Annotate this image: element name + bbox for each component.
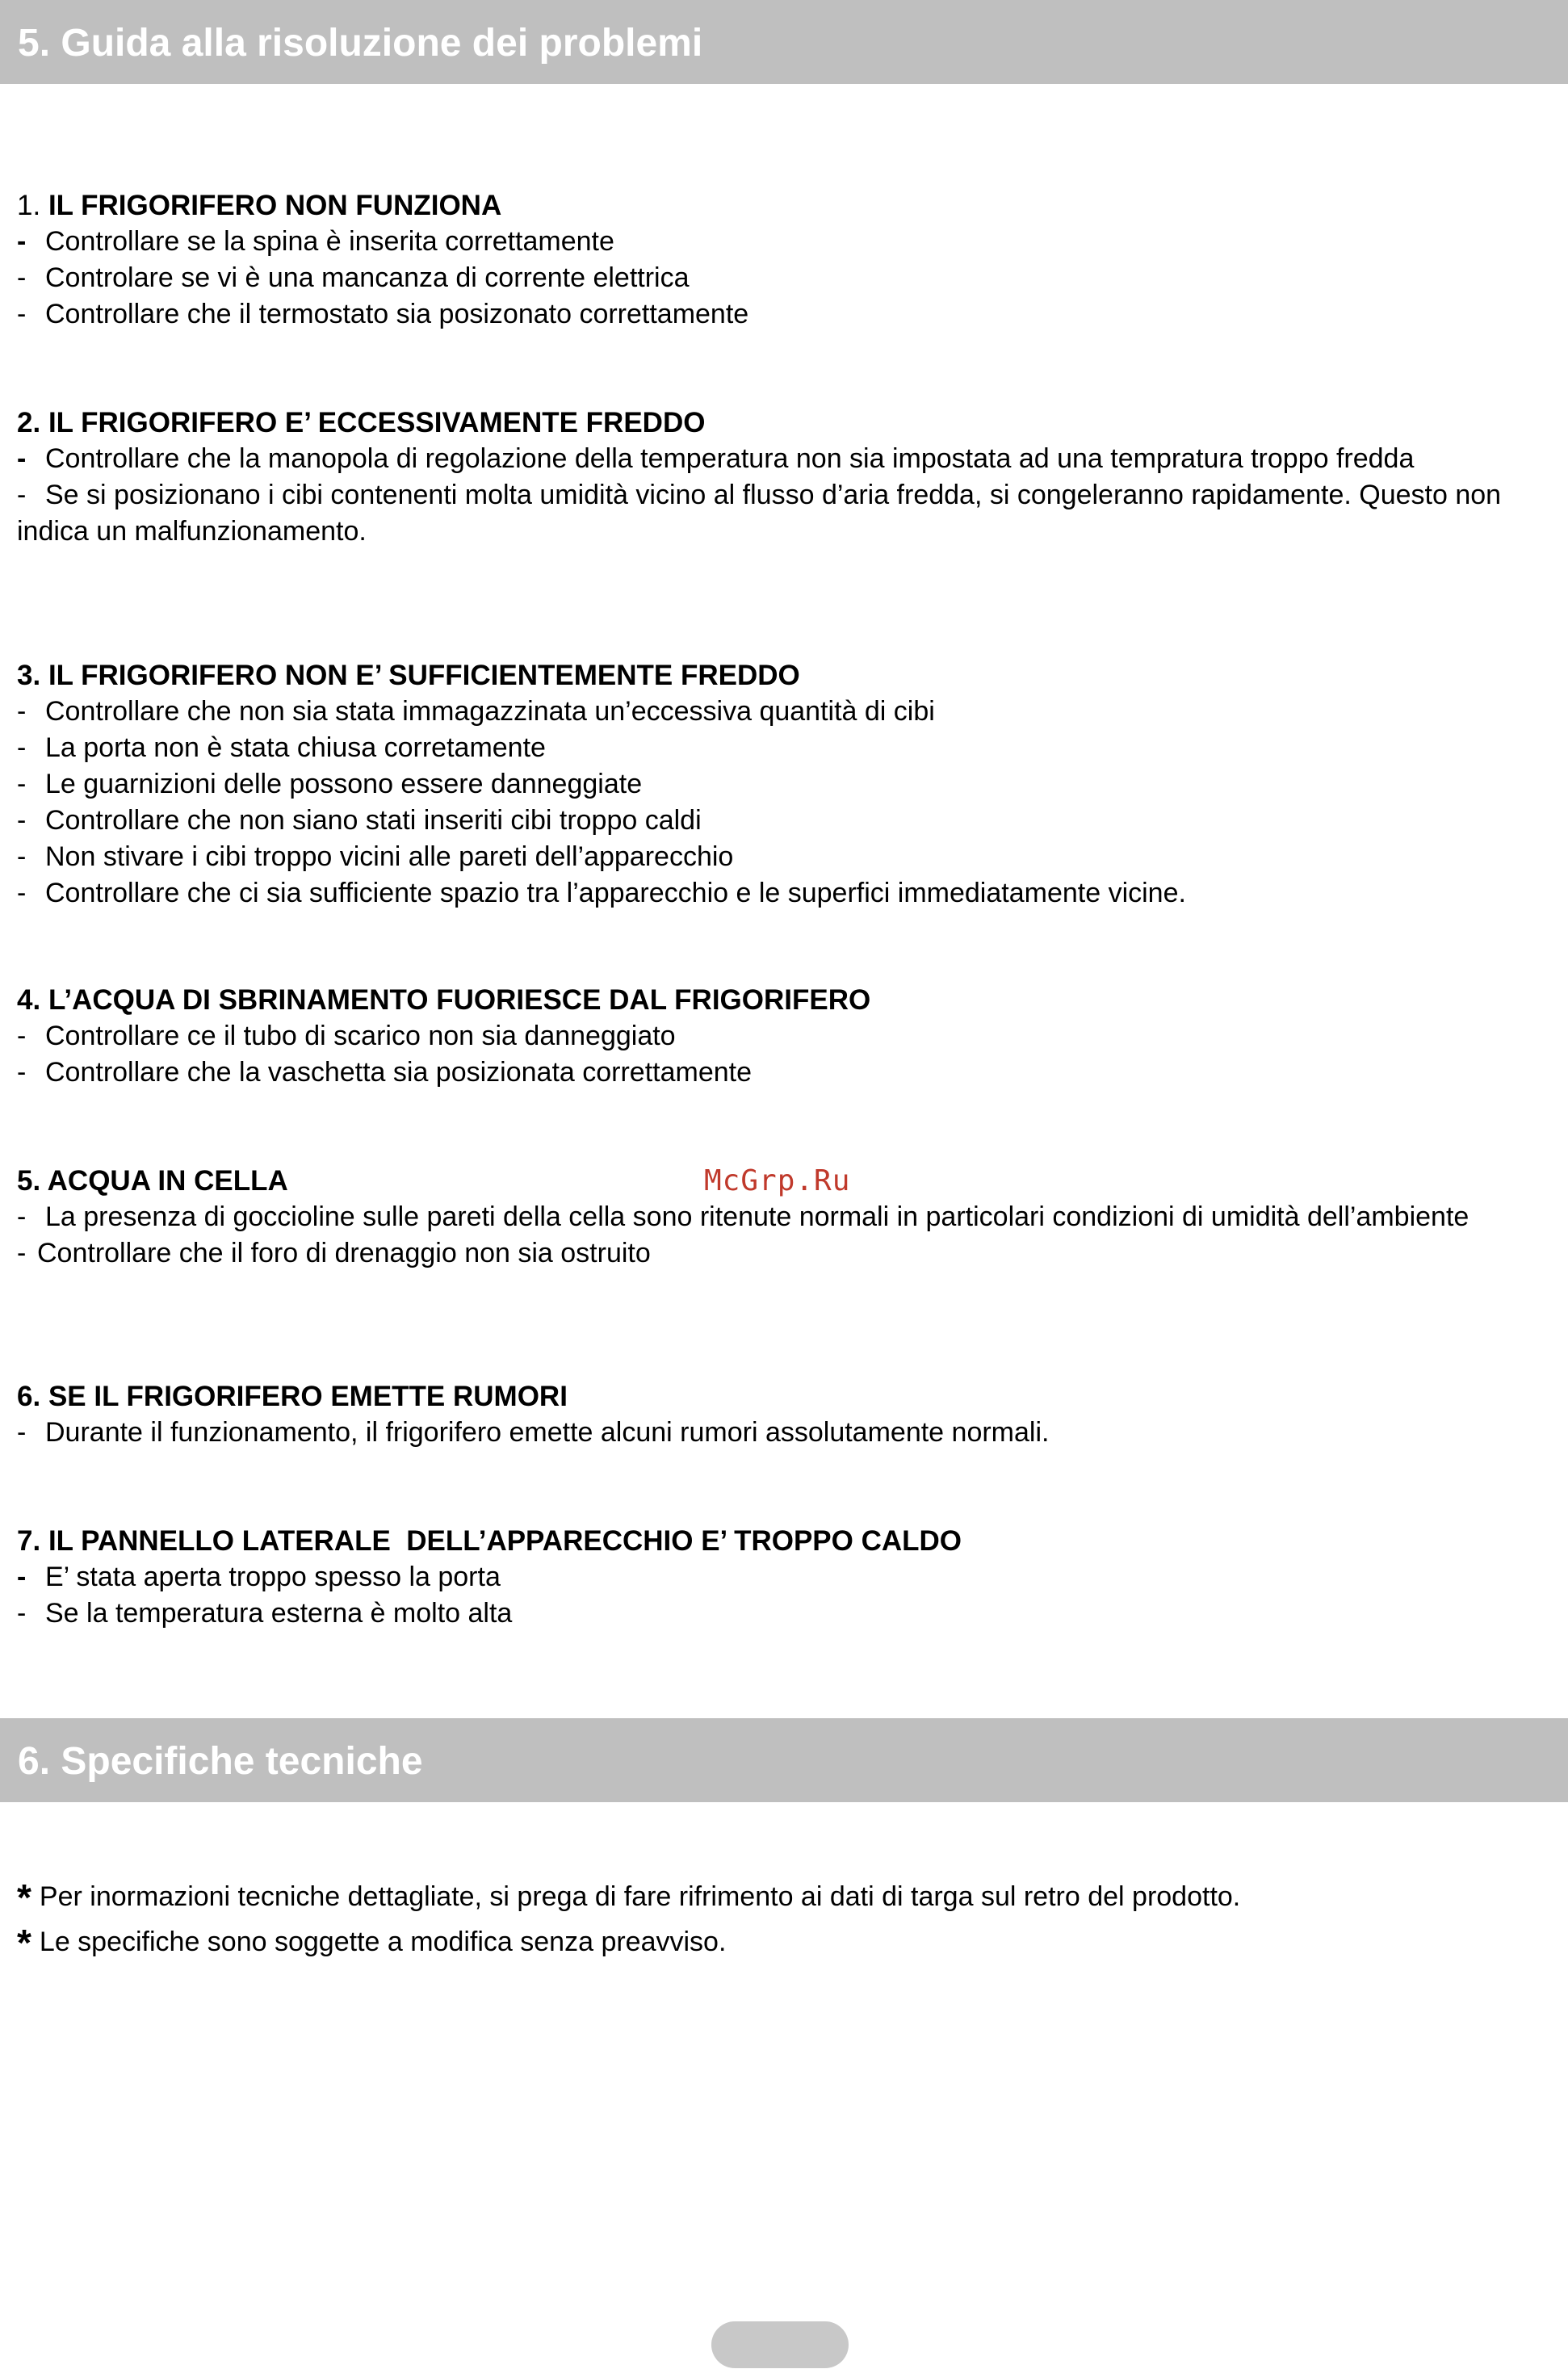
list-item: - Controllare che ci sia sufficiente spazio tra l’apparecchio e le superfici immediatamente vicine. (17, 878, 1186, 908)
section-3 (17, 657, 1551, 912)
asterisk-icon: * (17, 1876, 31, 1918)
list-item: - Controllare che non siano stati inseriti cibi troppo caldi (17, 805, 702, 836)
specs-title: 6. Specifiche tecniche (18, 1740, 423, 1783)
list-item: - Controllare che la vaschetta sia posizionata correttamente (17, 1057, 753, 1088)
list-item: - La porta non è stata chiusa corretamente (17, 732, 546, 763)
watermark: McGrp.Ru (704, 1164, 851, 1197)
spec-note: * Per inormazioni tecniche dettagliate, si prega di fare rifrimento ai dati di targa sul retro del prodotto. (17, 1876, 1241, 1918)
section-heading: IL FRIGORIFERO NON FUNZIONA (48, 190, 502, 221)
section-number: 5. (17, 1165, 41, 1197)
section-4 (17, 982, 1551, 1091)
section-2 (17, 405, 1551, 550)
spec-note: * Le specifiche sono soggette a modifica senza preavviso. (17, 1922, 727, 1964)
section-number: 6. (17, 1381, 41, 1412)
section-heading: IL FRIGORIFERO NON E’ SUFFICIENTEMENTE FREDDO (48, 660, 800, 691)
section-number: 2. (17, 407, 41, 438)
section-number: 4. (17, 984, 41, 1016)
list-item: - E’ stata aperta troppo spesso la porta (17, 1562, 501, 1592)
list-item: - Controllare se la spina è inserita correttamente (17, 226, 614, 257)
section-6 (17, 1378, 1551, 1451)
section-title (17, 405, 1551, 441)
specs-header (0, 1718, 1568, 1802)
section-heading: IL PANNELLO LATERALE DELL’APPARECCHIO E’ TROPPO CALDO (48, 1525, 962, 1557)
list-item: - Controllare che il foro di drenaggio non sia ostruito (17, 1238, 651, 1268)
section-title (17, 187, 1551, 224)
list-item: - Controllare ce il tubo di scarico non sia danneggiato (17, 1021, 676, 1051)
list-item: - Non stivare i cibi troppo vicini alle pareti dell’apparecchio (17, 841, 734, 872)
list-item: - Controllare che il termostato sia posizonato correttamente (17, 299, 749, 329)
section-title (17, 657, 1551, 694)
section-7 (17, 1523, 1551, 1632)
section-number: 3. (17, 660, 41, 691)
list-item: - Controlare se vi è una mancanza di corrente elettrica (17, 262, 690, 293)
asterisk-icon: * (17, 1922, 31, 1964)
list-item: - Se la temperatura esterna è molto alta (17, 1598, 513, 1629)
list-item: - Le guarnizioni delle possono essere danneggiate (17, 769, 643, 799)
list-item: - Controllare che non sia stata immagazzinata un’eccessiva quantità di cibi (17, 696, 935, 727)
troubleshooting-title: 5. Guida alla risoluzione dei problemi (18, 22, 703, 65)
section-heading: SE IL FRIGORIFERO EMETTE RUMORI (48, 1381, 568, 1412)
list-item: - Se si posizionano i cibi contenenti molta umidità vicino al flusso d’aria fredda, si congeleranno rapidamente. Questo non indica un malfunzionamento. (17, 480, 1502, 547)
section-number: 1. (17, 190, 41, 221)
section-title (17, 1378, 1551, 1415)
troubleshooting-header (0, 0, 1568, 84)
section-heading: ACQUA IN CELLA (47, 1165, 288, 1197)
section-heading: IL FRIGORIFERO E’ ECCESSIVAMENTE FREDDO (48, 407, 706, 438)
section-number: 7. (17, 1525, 41, 1557)
section-heading: L’ACQUA DI SBRINAMENTO FUORIESCE DAL FRIGORIFERO (48, 984, 871, 1016)
list-item: - Durante il funzionamento, il frigorifero emette alcuni rumori assolutamente normali. (17, 1417, 1050, 1448)
specs-notes (17, 1875, 1551, 1965)
section-title (17, 982, 1551, 1018)
section-1 (17, 187, 1551, 333)
section-title (17, 1523, 1551, 1559)
list-item: - Controllare che la manopola di regolazione della temperatura non sia impostata ad una tempratura troppo fredda (17, 443, 1415, 474)
list-item: - La presenza di goccioline sulle pareti della cella sono ritenute normali in particolari condizioni di umidità dell’ambiente (17, 1201, 1469, 1232)
page-number-badge (711, 2321, 849, 2368)
